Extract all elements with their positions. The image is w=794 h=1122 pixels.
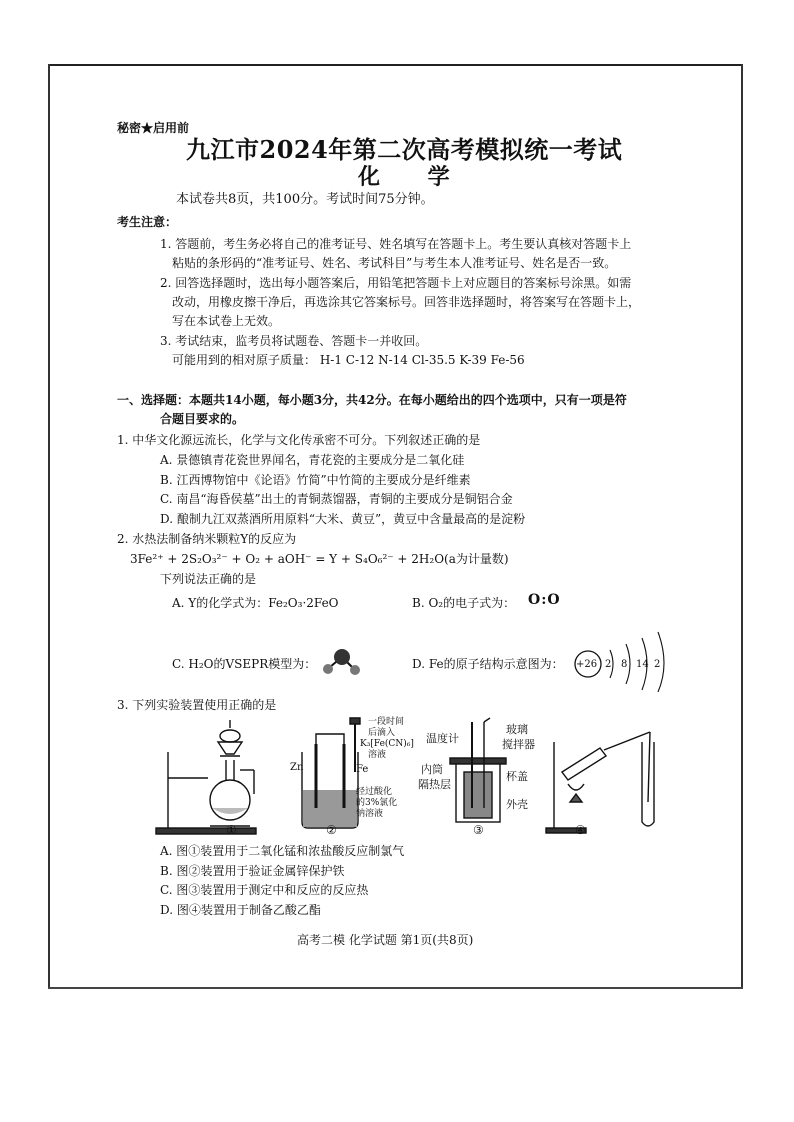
apparatus-4-ester-preparation: [546, 732, 654, 833]
fig2-note: K₃[Fe(CN)₆]: [360, 739, 414, 749]
q1-option-c: C. 南昌“海昏侯墓”出土的青铜蒸馏器，青铜的主要成分是铜铝合金: [160, 492, 513, 506]
q1-option-b: B. 江西博物馆中《论语》竹简”中竹简的主要成分是纤维素: [160, 473, 471, 487]
stirrer-label: 玻璃: [506, 723, 528, 736]
q2-subprompt: 下列说法正确的是: [160, 572, 257, 586]
q2-option-d: D. Fe的原子结构示意图为：: [412, 657, 564, 671]
fig2-solution-label: 的3%氯化: [356, 798, 398, 808]
q3-stem: 3. 下列实验装置使用正确的是: [117, 698, 277, 712]
subject-title: 化 学: [358, 164, 450, 190]
q2-option-a: A. Y的化学式为：Fe₂O₃·2FeO: [172, 596, 339, 610]
shell-label: 外壳: [506, 798, 528, 811]
apparatus-2-electrochemical-cell: [302, 718, 360, 828]
figure-number: ②: [326, 823, 337, 837]
shell-electron-count: 14: [636, 659, 649, 670]
q3-option-b: B. 图②装置用于验证金属锌保护铁: [160, 864, 345, 878]
q2-option-c: C. H₂O的VSEPR模型为：: [172, 657, 317, 671]
notice-heading: 考生注意：: [117, 215, 178, 229]
q3-option-a: A. 图①装置用于二氧化锰和浓盐酸反应制氯气: [160, 844, 405, 858]
stirrer-label: 搅拌器: [502, 738, 535, 751]
fig2-solution-label: 钠溶液: [356, 809, 384, 819]
fe-electrode-label: Fe: [356, 764, 369, 775]
notice-line: 写在本试卷上无效。: [172, 314, 281, 328]
q1-stem: 1. 中华文化源远流长，化学与文化传承密不可分。下列叙述正确的是: [117, 433, 481, 447]
inner-cylinder-label: 内筒: [421, 763, 443, 776]
q2-option-b: B. O₂的电子式为：: [412, 596, 516, 610]
fig2-note: 溶液: [368, 750, 387, 760]
fig2-note: 一段时间: [368, 717, 405, 727]
atomic-masses: 可能用到的相对原子质量： H-1 C-12 N-14 Cl-35.5 K-39 Fe-56: [172, 353, 525, 367]
thermometer-label: 温度计: [426, 732, 459, 745]
q1-option-d: D. 酿制九江双蒸酒所用原料“大米、黄豆”，黄豆中含量最高的是淀粉: [160, 512, 526, 526]
page-border-left: [48, 64, 50, 989]
apparatus-1-chlorine-generator: [156, 720, 256, 834]
notice-line: 改动，用橡皮擦干净后，再选涂其它答案标号。回答非选择题时，将答案写在答题卡上，: [172, 295, 641, 309]
q3-option-c: C. 图③装置用于测定中和反应的反应热: [160, 883, 369, 897]
notice-line: 2. 回答选择题时，选出每小题答案后，用铅笔把答题卡上对应题目的答案标号涂黑。如需: [160, 276, 632, 290]
q2-stem: 2. 水热法制备纳米颗粒Y的反应为: [117, 532, 297, 546]
exam-title: 九江市2024年第二次高考模拟统一考试: [186, 135, 623, 164]
section-heading: 一、选择题：本题共14小题，每小题3分，共42分。在每小题给出的四个选项中，只有一项是符: [117, 393, 627, 407]
page-border-right: [741, 64, 743, 989]
notice-line: 1. 答题前，考生务必将自己的准考证号、姓名填写在答题卡上。考生要认真核对答题卡上: [160, 237, 632, 251]
page-border-bottom: [48, 987, 743, 989]
q3-apparatus-figures: [150, 712, 670, 840]
water-vsepr-model-icon: [316, 645, 362, 679]
q1-option-a: A. 景德镇青花瓷世界闻名，青花瓷的主要成分是二氧化硅: [160, 453, 465, 467]
section-heading-cont: 合题目要求的。: [160, 412, 245, 426]
notice-line: 3. 考试结束，监考员将试题卷、答题卡一并收回。: [160, 334, 428, 348]
insulation-label: 隔热层: [418, 778, 451, 791]
fig2-note: 后滴入: [368, 728, 396, 738]
exam-info: 本试卷共8页，共100分。考试时间75分钟。: [176, 192, 434, 207]
figure-number: ③: [473, 823, 484, 837]
shell-electron-count: 8: [621, 659, 628, 670]
page-border-top: [48, 64, 743, 66]
secret-label: 秘密★启用前: [117, 121, 190, 135]
o2-electron-formula: O:O: [528, 592, 561, 608]
shell-electron-count: 2: [654, 659, 661, 670]
shell-electron-count: 2: [605, 659, 612, 670]
page-footer: 高考二模 化学试题 第1页(共8页): [297, 933, 474, 947]
q3-option-d: D. 图④装置用于制备乙酸乙酯: [160, 903, 321, 917]
lid-label: 杯盖: [506, 770, 528, 783]
figure-number: ④: [575, 823, 586, 837]
fig2-solution-label: 经过酸化: [356, 787, 393, 797]
nucleus-charge: +26: [576, 659, 598, 670]
figure-number: ①: [226, 823, 237, 837]
notice-line: 粘贴的条形码的“准考证号、姓名、考试科目”与考生本人准考证号、姓名是否一致。: [172, 256, 617, 270]
q2-equation: 3Fe²⁺ + 2S₂O₃²⁻ + O₂ + aOH⁻ = Y + S₄O₆²⁻ + 2H₂O(a为计量数): [130, 552, 509, 566]
zn-electrode-label: Zn: [290, 762, 304, 773]
